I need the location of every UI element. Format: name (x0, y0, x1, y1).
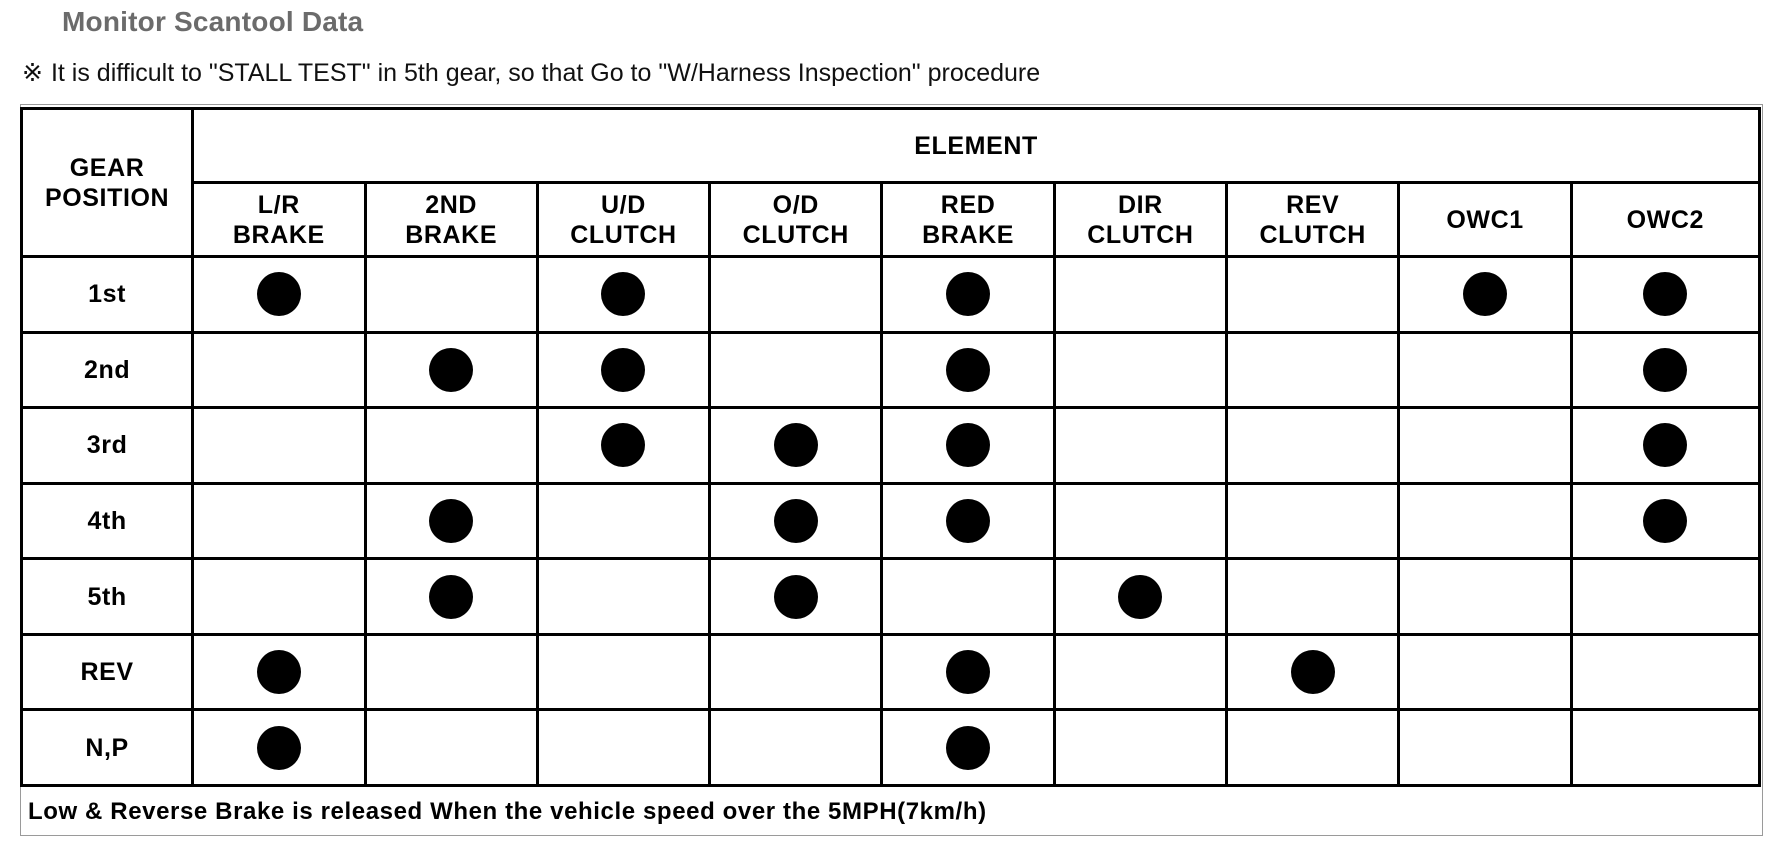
gear-position-header (22, 109, 193, 257)
gear-element-table (20, 107, 1761, 787)
element-cell (1227, 483, 1399, 559)
column-header-line1: REV (1286, 190, 1340, 219)
element-cell (537, 634, 709, 710)
column-header (365, 183, 537, 257)
engaged-dot-icon (257, 272, 301, 316)
gear-label: N,P (22, 710, 193, 786)
engaged-dot-icon (601, 272, 645, 316)
element-cell (1054, 332, 1226, 408)
element-cell (193, 634, 365, 710)
note-text: It is difficult to "STALL TEST" in 5th gear, so that Go to "W/Harness Inspection" procedure (50, 59, 1041, 87)
gear-rows (22, 257, 1760, 786)
element-cell (882, 257, 1054, 333)
element-cell (710, 634, 882, 710)
element-cell (365, 483, 537, 559)
column-header-line1: RED (940, 190, 996, 219)
gear-label: 2nd (22, 332, 193, 408)
element-cell (365, 332, 537, 408)
element-cell (365, 408, 537, 484)
element-cell (1399, 559, 1571, 635)
element-cell (710, 257, 882, 333)
gear-label: 5th (22, 559, 193, 635)
element-cell (537, 559, 709, 635)
gear-header-line2: POSITION (44, 183, 170, 212)
element-cell (365, 634, 537, 710)
element-cell (1054, 483, 1226, 559)
element-cell (1399, 634, 1571, 710)
engaged-dot-icon (1643, 272, 1687, 316)
engaged-dot-icon (774, 423, 818, 467)
element-cell (882, 559, 1054, 635)
element-cell (365, 710, 537, 786)
element-cell (537, 257, 709, 333)
element-cell (882, 332, 1054, 408)
element-cell (1399, 710, 1571, 786)
column-header-line2: CLUTCH (742, 220, 849, 249)
engaged-dot-icon (257, 650, 301, 694)
column-header-line1: OWC2 (1626, 205, 1705, 234)
element-cell (1227, 408, 1399, 484)
element-cell (1571, 559, 1759, 635)
element-cell (710, 559, 882, 635)
element-cell (1571, 710, 1759, 786)
column-header (882, 183, 1054, 257)
element-cell (1399, 483, 1571, 559)
element-cell (365, 257, 537, 333)
element-cell (882, 408, 1054, 484)
element-cell (1571, 257, 1759, 333)
reference-mark-icon: ※ (22, 59, 43, 87)
engaged-dot-icon (429, 348, 473, 392)
engaged-dot-icon (946, 726, 990, 770)
column-header-line2: BRAKE (405, 220, 498, 249)
engaged-dot-icon (1291, 650, 1335, 694)
engaged-dot-icon (774, 499, 818, 543)
column-header-line2: CLUTCH (570, 220, 677, 249)
engaged-dot-icon (946, 423, 990, 467)
engaged-dot-icon (429, 499, 473, 543)
column-header-line2: CLUTCH (1259, 220, 1366, 249)
element-cell (710, 332, 882, 408)
engaged-dot-icon (601, 348, 645, 392)
footer-note: Low & Reverse Brake is released When the vehicle speed over the 5MPH(7km/h) (28, 798, 987, 825)
element-cell (882, 634, 1054, 710)
table-row (22, 257, 1760, 333)
element-cell (193, 559, 365, 635)
element-cell (1054, 634, 1226, 710)
engaged-dot-icon (1643, 423, 1687, 467)
element-cell (1227, 257, 1399, 333)
column-header-line2: BRAKE (232, 220, 325, 249)
element-cell (710, 483, 882, 559)
element-cell (882, 483, 1054, 559)
element-cell (1054, 408, 1226, 484)
table-row (22, 634, 1760, 710)
column-header (1399, 183, 1571, 257)
table-row (22, 332, 1760, 408)
column-header-line1: OWC1 (1446, 205, 1524, 234)
header-row-top (22, 109, 1760, 183)
element-cell (710, 710, 882, 786)
engaged-dot-icon (601, 423, 645, 467)
engaged-dot-icon (257, 726, 301, 770)
element-cell (1227, 634, 1399, 710)
column-header (537, 183, 709, 257)
element-cell (1054, 257, 1226, 333)
element-cell (1227, 332, 1399, 408)
table-row (22, 559, 1760, 635)
engaged-dot-icon (946, 650, 990, 694)
element-cell (710, 408, 882, 484)
gear-label: 4th (22, 483, 193, 559)
element-cell (1399, 257, 1571, 333)
engaged-dot-icon (946, 272, 990, 316)
table-row (22, 710, 1760, 786)
engaged-dot-icon (1118, 575, 1162, 619)
column-header-line2: CLUTCH (1087, 220, 1194, 249)
column-header-line2: BRAKE (922, 220, 1015, 249)
element-cell (193, 710, 365, 786)
column-header-line1: DIR (1117, 190, 1163, 219)
element-cell (1054, 559, 1226, 635)
element-cell (882, 710, 1054, 786)
element-cell (193, 332, 365, 408)
element-cell (1571, 408, 1759, 484)
element-cell (1399, 332, 1571, 408)
element-cell (1227, 559, 1399, 635)
column-header (710, 183, 882, 257)
element-cell (537, 710, 709, 786)
engaged-dot-icon (1643, 348, 1687, 392)
element-cell (1399, 408, 1571, 484)
element-header: ELEMENT (193, 109, 1760, 183)
engaged-dot-icon (774, 575, 818, 619)
element-cell (193, 408, 365, 484)
element-cell (193, 483, 365, 559)
engaged-dot-icon (946, 348, 990, 392)
table-row (22, 483, 1760, 559)
page-title: Monitor Scantool Data (62, 6, 364, 37)
element-cell (537, 408, 709, 484)
table-row (22, 408, 1760, 484)
element-cell (537, 483, 709, 559)
engaged-dot-icon (946, 499, 990, 543)
element-cell (193, 257, 365, 333)
column-header-line1: L/R (257, 190, 300, 219)
element-cell (1571, 483, 1759, 559)
column-header (1227, 183, 1399, 257)
engaged-dot-icon (1463, 272, 1507, 316)
element-cell (1571, 634, 1759, 710)
element-cell (537, 332, 709, 408)
gear-label: 3rd (22, 408, 193, 484)
gear-label: REV (22, 634, 193, 710)
element-cell (1571, 332, 1759, 408)
column-header (1054, 183, 1226, 257)
gear-label: 1st (22, 257, 193, 333)
gear-header-line1: GEAR (69, 153, 145, 182)
stall-test-note (22, 58, 1040, 88)
element-cell (1054, 710, 1226, 786)
engaged-dot-icon (1643, 499, 1687, 543)
column-header-line1: 2ND (425, 190, 478, 219)
column-header-row (22, 183, 1760, 257)
column-header-line1: O/D (772, 190, 819, 219)
engaged-dot-icon (429, 575, 473, 619)
element-cell (365, 559, 537, 635)
column-header (193, 183, 365, 257)
column-header (1571, 183, 1759, 257)
column-header-line1: U/D (601, 190, 646, 219)
element-cell (1227, 710, 1399, 786)
